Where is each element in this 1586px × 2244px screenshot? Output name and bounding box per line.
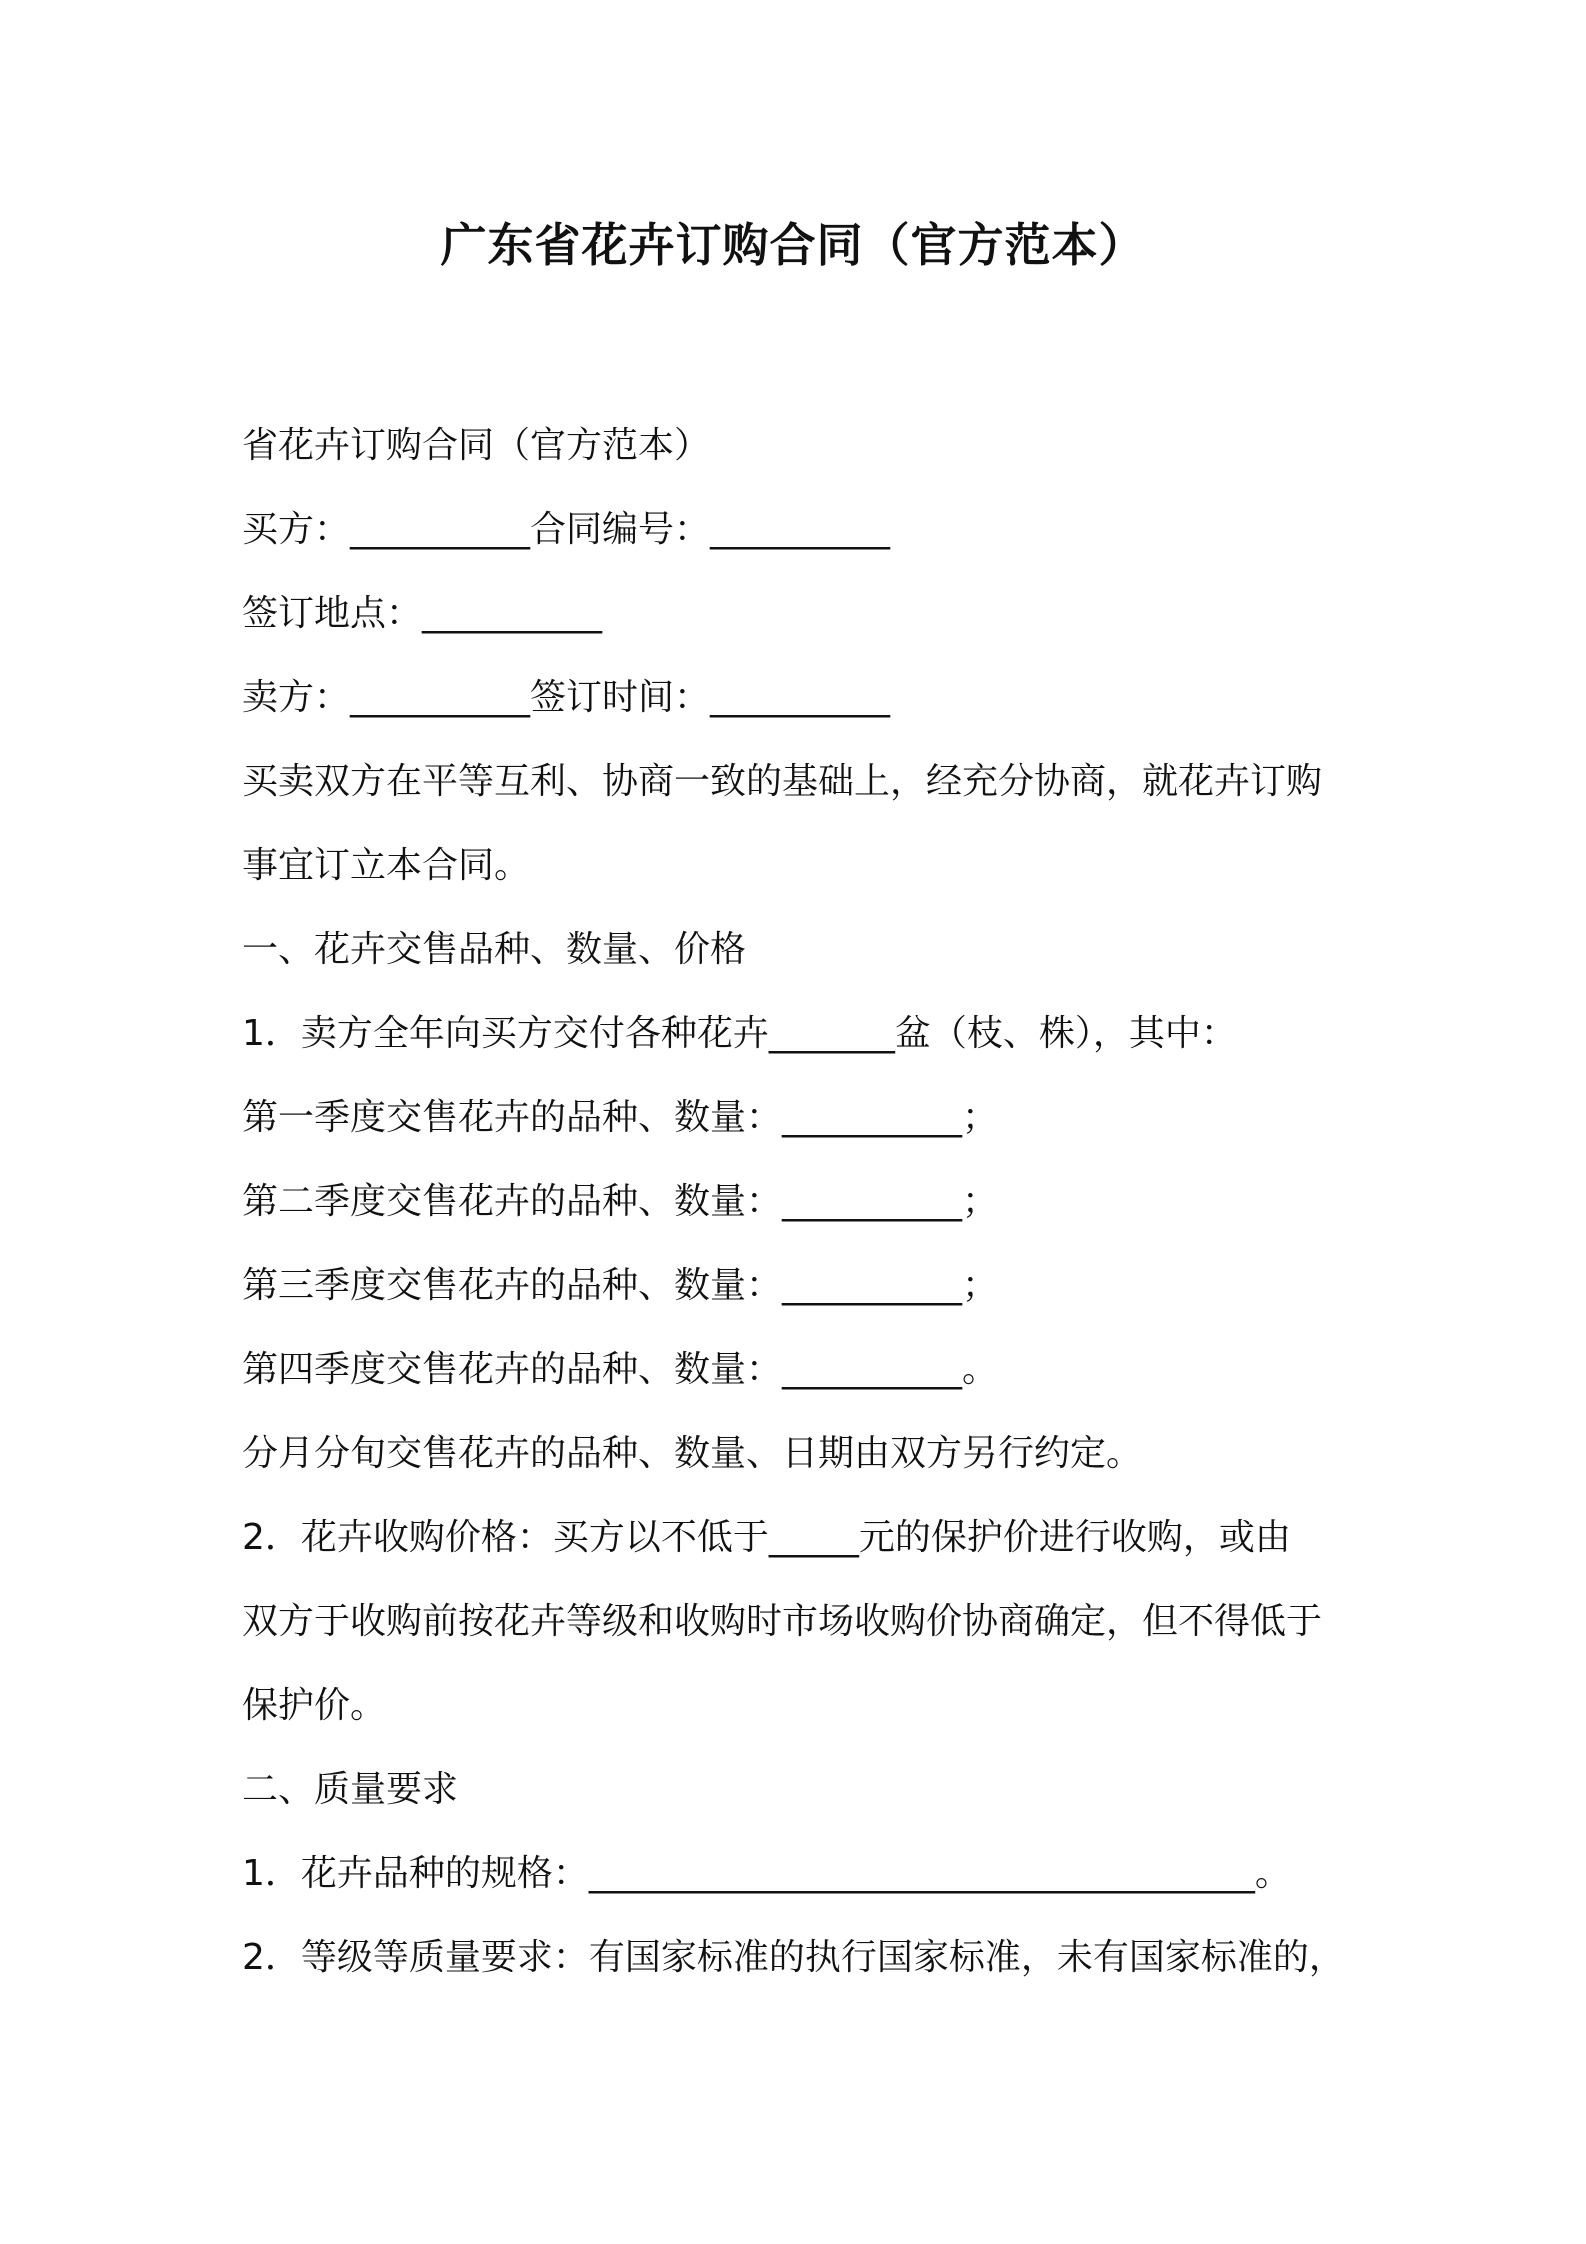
clause-line: 1．卖方全年向买方交付各种花卉_______盆（枝、株），其中： [242,1013,1237,1054]
clause-line: 2．等级等质量要求：有国家标准的执行国家标准，未有国家标准的， [242,1937,1345,1978]
clause-line: 1．花卉品种的规格：_____________________________________。 [242,1853,1291,1894]
preamble-line: 买卖双方在平等互利、协商一致的基础上，经充分协商，就花卉订购 [242,761,1323,802]
section-heading: 一、花卉交售品种、数量、价格 [242,929,747,970]
clause-line: 第四季度交售花卉的品种、数量：__________。 [242,1349,999,1390]
buyer-contract-number-line: 买方：__________合同编号：__________ [242,509,891,550]
clause-line: 双方于收购前按花卉等级和收购时市场收购价协商确定，但不得低于 [242,1601,1323,1642]
document-title: 广东省花卉订购合同（官方范本） [440,218,1146,272]
clause-line: 第三季度交售花卉的品种、数量：__________； [242,1265,999,1306]
clause-line: 第一季度交售花卉的品种、数量：__________； [242,1097,999,1138]
clause-line: 第二季度交售花卉的品种、数量：__________； [242,1181,999,1222]
clause-line: 分月分旬交售花卉的品种、数量、日期由双方另行约定。 [242,1433,1143,1474]
document-body [242,404,1382,2000]
section-heading: 二、质量要求 [242,1769,459,1810]
signing-place-line: 签订地点：__________ [242,593,603,634]
preamble-line: 事宜订立本合同。 [242,845,531,886]
seller-signing-time-line: 卖方：__________签订时间：__________ [242,677,891,718]
clause-line: 2．花卉收购价格：买方以不低于_____元的保护价进行收购，或由 [242,1517,1291,1558]
clause-line: 保护价。 [242,1685,387,1726]
subtitle-line: 省花卉订购合同（官方范本） [242,425,711,466]
